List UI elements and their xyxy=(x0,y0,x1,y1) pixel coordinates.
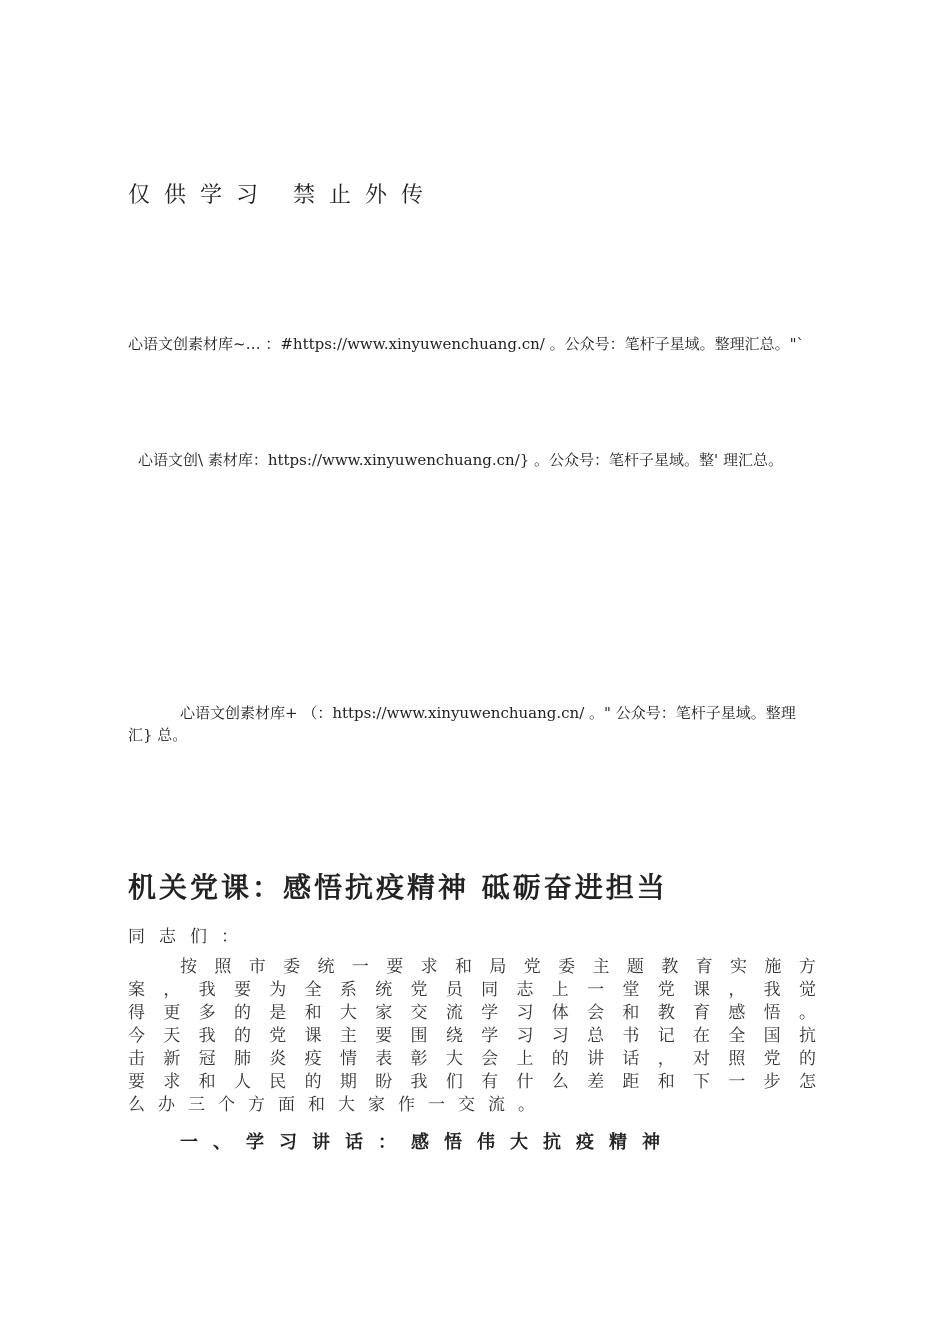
body-char: 差 xyxy=(587,1072,605,1092)
body-char: 讲 xyxy=(587,1049,605,1069)
body-char: 办 xyxy=(158,1095,175,1115)
body-char: 的 xyxy=(233,1003,251,1023)
body-line xyxy=(128,1071,816,1094)
body-char: 局 xyxy=(489,957,507,977)
body-char: 要 xyxy=(128,1072,145,1092)
body-char: 感 xyxy=(728,1003,746,1023)
body-char: 新 xyxy=(163,1049,181,1069)
body-char: 什 xyxy=(516,1072,534,1092)
body-char: 的 xyxy=(304,1072,322,1092)
body-char: 系 xyxy=(339,980,357,1000)
body-char: 统 xyxy=(317,957,335,977)
body-char: 市 xyxy=(248,957,266,977)
notice-text: 仅供学习 禁止外传 xyxy=(128,183,437,208)
body-char: 教 xyxy=(657,1003,675,1023)
body-char: 一 xyxy=(351,957,369,977)
body-char: 炎 xyxy=(269,1049,287,1069)
body-char: 么 xyxy=(551,1072,569,1092)
body-char: ， xyxy=(657,1049,675,1069)
source-line-3: 心语文创素材库+ （：https://www.xinyuwenchuang.cn/ 。" 公众号：笔杆子星域。整理 xyxy=(180,704,796,722)
body-char: 习 xyxy=(516,1026,534,1046)
body-char: 党 xyxy=(763,1049,781,1069)
body-char: 主 xyxy=(339,1026,357,1046)
body-char: 党 xyxy=(523,957,541,977)
body-char: 步 xyxy=(763,1072,781,1092)
body-char: ， xyxy=(163,980,181,1000)
body-char: 的 xyxy=(551,1049,569,1069)
body-char: 情 xyxy=(339,1049,357,1069)
body-char: 觉 xyxy=(798,980,816,1000)
body-char: 为 xyxy=(269,980,287,1000)
body-char: 交 xyxy=(458,1095,475,1115)
body-char: 大 xyxy=(445,1049,463,1069)
body-char: 下 xyxy=(693,1072,710,1092)
body-char: 我 xyxy=(198,980,216,1000)
body-char: 大 xyxy=(338,1095,355,1115)
body-char: 求 xyxy=(163,1072,181,1092)
source-line-3-continued: 汇} 总。 xyxy=(128,726,188,744)
body-line xyxy=(128,1094,535,1117)
body-char: 党 xyxy=(657,980,675,1000)
body-char: 我 xyxy=(410,1072,428,1092)
body-char: 疫 xyxy=(304,1049,322,1069)
body-char: 。 xyxy=(798,1003,816,1023)
body-char: 人 xyxy=(233,1072,251,1092)
body-char: 是 xyxy=(269,1003,287,1023)
body-line xyxy=(128,979,816,1002)
body-char: 一 xyxy=(728,1072,746,1092)
body-char: ， xyxy=(728,980,746,1000)
body-char: 堂 xyxy=(622,980,640,1000)
body-char: 和 xyxy=(304,1003,322,1023)
section-heading-1: 一、学习讲话：感悟伟大抗疫精神 xyxy=(180,1132,675,1153)
body-char: 在 xyxy=(693,1026,710,1046)
body-char: 主 xyxy=(592,957,610,977)
body-char: 冠 xyxy=(198,1049,216,1069)
body-char: 要 xyxy=(375,1026,393,1046)
body-char: 全 xyxy=(304,980,322,1000)
body-char: 上 xyxy=(516,1049,534,1069)
body-char: 记 xyxy=(657,1026,675,1046)
body-char: 有 xyxy=(481,1072,499,1092)
body-char: 多 xyxy=(198,1003,216,1023)
body-char: 面 xyxy=(278,1095,295,1115)
body-char: 肺 xyxy=(233,1049,251,1069)
body-char: 更 xyxy=(163,1003,181,1023)
body-char: 和 xyxy=(198,1072,216,1092)
body-char: 围 xyxy=(410,1026,428,1046)
body-char: 大 xyxy=(339,1003,357,1023)
body-char: 交 xyxy=(410,1003,428,1023)
body-char: 天 xyxy=(163,1026,181,1046)
body-char: 期 xyxy=(339,1072,357,1092)
body-line xyxy=(128,1048,816,1071)
body-char: 么 xyxy=(128,1095,145,1115)
body-char: 今 xyxy=(128,1026,145,1046)
body-char: 们 xyxy=(445,1072,463,1092)
body-char: 抗 xyxy=(798,1026,816,1046)
body-char: 的 xyxy=(233,1026,251,1046)
body-char: 总 xyxy=(587,1026,605,1046)
body-char: 员 xyxy=(445,980,463,1000)
body-char: 和 xyxy=(657,1072,675,1092)
body-char: 育 xyxy=(695,957,713,977)
body-char: 彰 xyxy=(410,1049,428,1069)
body-char: 怎 xyxy=(798,1072,816,1092)
body-char: 实 xyxy=(730,957,747,977)
source-line-1: 心语文创素材库~… ：#https://www.xinyuwenchuang.cn/ 。公众号：笔杆子星域。整理汇总。"` xyxy=(128,335,804,353)
body-char: 盼 xyxy=(375,1072,393,1092)
body-char: 流 xyxy=(445,1003,463,1023)
body-char: 和 xyxy=(622,1003,640,1023)
body-char: 党 xyxy=(410,980,428,1000)
body-char: 党 xyxy=(269,1026,287,1046)
body-line xyxy=(128,1002,816,1025)
body-char: 育 xyxy=(693,1003,710,1023)
body-char: 绕 xyxy=(445,1026,463,1046)
body-char: 流 xyxy=(488,1095,505,1115)
greeting: 同志们： xyxy=(128,927,252,947)
body-char: 同 xyxy=(481,980,499,1000)
body-char: 要 xyxy=(386,957,404,977)
body-line xyxy=(180,956,816,979)
source-line-2: 心语文创\ 素材库：https://www.xinyuwenchuang.cn/} 。公众号：笔杆子星域。整' 理汇总。 xyxy=(138,451,783,469)
document-title: 机关党课：感悟抗疫精神 砥砺奋进担当 xyxy=(128,871,668,904)
body-char: 的 xyxy=(798,1049,816,1069)
body-char: 民 xyxy=(269,1072,287,1092)
body-char: 作 xyxy=(398,1095,415,1115)
body-char: 照 xyxy=(214,957,232,977)
body-char: 课 xyxy=(693,980,710,1000)
body-char: 按 xyxy=(180,957,197,977)
body-char: 委 xyxy=(283,957,301,977)
body-char: 得 xyxy=(128,1003,145,1023)
body-char: 统 xyxy=(375,980,393,1000)
body-char: 方 xyxy=(248,1095,265,1115)
body-char: 题 xyxy=(626,957,644,977)
body-char: 求 xyxy=(420,957,438,977)
body-char: 一 xyxy=(428,1095,445,1115)
body-char: 课 xyxy=(304,1026,322,1046)
body-char: 表 xyxy=(375,1049,393,1069)
body-char: 习 xyxy=(516,1003,534,1023)
body-char: 上 xyxy=(551,980,569,1000)
body-char: 三 xyxy=(188,1095,205,1115)
body-char: 我 xyxy=(198,1026,216,1046)
body-char: 全 xyxy=(728,1026,746,1046)
body-char: 我 xyxy=(763,980,781,1000)
body-char: 会 xyxy=(587,1003,605,1023)
body-char: 书 xyxy=(622,1026,640,1046)
body-char: 案 xyxy=(128,980,145,1000)
body-char: 体 xyxy=(551,1003,569,1023)
body-char: 要 xyxy=(233,980,251,1000)
body-char: 悟 xyxy=(763,1003,781,1023)
body-char: 和 xyxy=(455,957,472,977)
body-char: 个 xyxy=(218,1095,235,1115)
body-char: 。 xyxy=(518,1095,535,1115)
body-char: 和 xyxy=(308,1095,325,1115)
body-char: 方 xyxy=(798,957,816,977)
body-char: 击 xyxy=(128,1049,145,1069)
body-char: 话 xyxy=(622,1049,640,1069)
body-char: 国 xyxy=(763,1026,781,1046)
body-char: 对 xyxy=(693,1049,710,1069)
body-char: 照 xyxy=(728,1049,746,1069)
body-line xyxy=(128,1025,816,1048)
body-char: 一 xyxy=(587,980,605,1000)
body-char: 习 xyxy=(551,1026,569,1046)
body-char: 家 xyxy=(375,1003,393,1023)
body-char: 志 xyxy=(516,980,534,1000)
body-char: 会 xyxy=(481,1049,499,1069)
body-char: 距 xyxy=(622,1072,640,1092)
body-char: 学 xyxy=(481,1003,499,1023)
body-char: 家 xyxy=(368,1095,385,1115)
body-char: 施 xyxy=(764,957,782,977)
body-char: 学 xyxy=(481,1026,499,1046)
body-char: 委 xyxy=(558,957,576,977)
body-char: 教 xyxy=(661,957,679,977)
